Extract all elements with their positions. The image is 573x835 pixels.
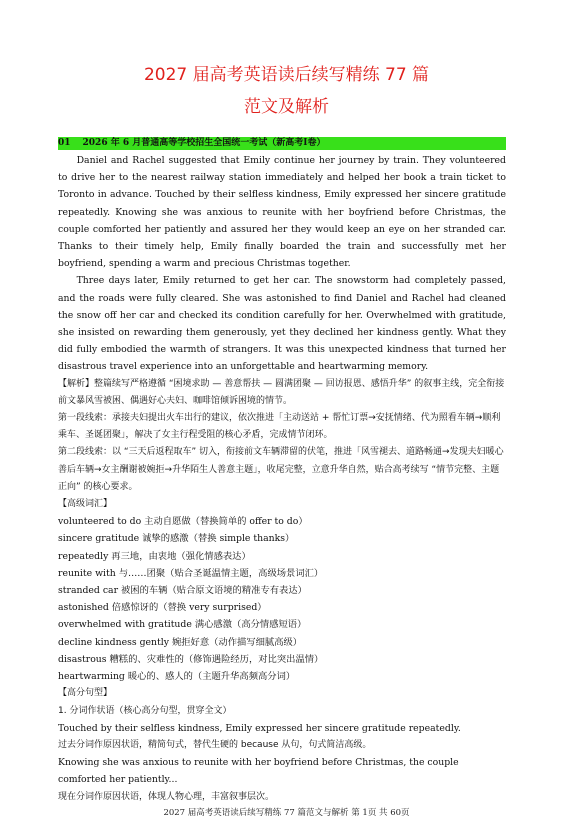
example-sentence: Knowing she was anxious to reunite with her boyfriend before Christmas, the couple comforted her patiently... [58,757,459,786]
clue-paragraph-2: 第二段线索：以 “三天后返程取车” 切入，衔接前文车辆滞留的伏笔，推进「风雪褪去、道路畅通→发现夫妇暖心善后车辆→女主酬谢被婉拒→升华陌生人善意主题」，收尾完整，立意升华自然，贴合高考续写 “情节完整、主题正向” 的核心要求。 [58,447,504,492]
vocab-item: sincere gratitude 诚挚的感激（替换 simple thanks） [58,533,295,545]
analysis-paragraph: 【解析】整篇续写严格遵循 “困境求助 — 善意帮扶 — 圆满团聚 — 回访报恩、感悟升华” 的叙事主线，完全衔接前文暴风雪被困、偶遇好心夫妇、咖啡馆倾诉困境的情节。 [58,378,505,406]
document-title: 2027 届高考英语读后续写精练 77 篇 [143,65,430,85]
vocab-item: reunite with 与……团聚（贴合圣诞温情主题，高级场景词汇） [58,567,324,579]
section-heading-text: 2026 年 6 月普通高等学校招生全国统一考试（新高考Ⅰ卷） [82,138,326,148]
vocab-heading: 【高级词汇】 [58,499,113,510]
essay-paragraph-1: Daniel and Rachel suggested that Emily continue her journey by train. They volunteered to drive her to the nearest railway station immediately and helped her book a train ticket to Toronto in advance. Touched by their selfless kindness, Emily expressed her sincere gratitude repeatedly. Knowing she was anxious to reunite with her boyfriend before Christmas, the couple comforted her patiently and assured her they would keep an eye on her stranded car. Thanks to their timely help, Emily finally boarded the train and successfully met her boyfriend, spending a warm and precious Christmas together. [58,155,506,270]
sentence-note: 过去分词作原因状语，精简句式，替代生硬的 because 从句，句式简洁高级。 [58,739,372,750]
vocab-item: repeatedly 再三地，由衷地（强化情感表达） [58,550,251,562]
vocab-item: overwhelmed with gratitude 满心感激（高分情感短语） [58,619,307,631]
page-footer: 2027 届高考英语读后续写精练 77 篇范文与解析 第 1页 共 60页 [163,808,410,818]
sentence-note: 现在分词作原因状语，体现人物心理，丰富叙事层次。 [58,791,275,802]
clue-paragraph-1: 第一段线索：承接夫妇提出火车出行的建议，依次推进「主动送站 + 帮忙订票→安抚情绪、代为照看车辆→顺利乘车、圣诞团聚」，解决了女主行程受阻的核心矛盾，完成情节闭环。 [58,413,501,441]
vocab-item: decline kindness gently 婉拒好意（动作描写细腻高级） [58,636,303,648]
vocab-item: disastrous 糟糕的、灾难性的（修饰遇险经历，对比突出温情） [58,653,324,665]
vocab-item: stranded car 被困的车辆（贴合原文语境的精准专有表达） [58,585,307,597]
section-heading [58,137,506,150]
vocab-item: astonished 倍感惊讶的（替换 very surprised） [58,602,267,614]
vocab-item: volunteered to do 主动自愿做（替换简单的 offer to do） [58,516,308,528]
section-number: 01 [58,138,71,148]
example-sentence: Touched by their selfless kindness, Emily expressed her sincere gratitude repeatedly. [58,722,461,734]
document-subtitle: 范文及解析 [244,97,329,117]
document-body [58,152,506,806]
essay-paragraph-2: Three days later, Emily returned to get her car. The snowstorm had completely passed, and the roads were fully cleared. She was astonished to find Daniel and Rachel had cleaned the snow off her car and checked its condition carefully for her. Overwhelmed with gratitude, she insisted on rewarding them generously, yet they declined her kindness gently. What they did fully embodied the warmth of strangers. It was this unexpected kindness that turned her disastrous travel experience into an unforgettable and heartwarming memory. [58,275,506,373]
sentence-heading: 【高分句型】 [58,688,113,699]
vocab-item: heartwarming 暖心的、感人的（主题升华高频高分词） [58,671,296,683]
sentence-item: 1. 分词作状语（核心高分句型，贯穿全文） [58,705,232,716]
